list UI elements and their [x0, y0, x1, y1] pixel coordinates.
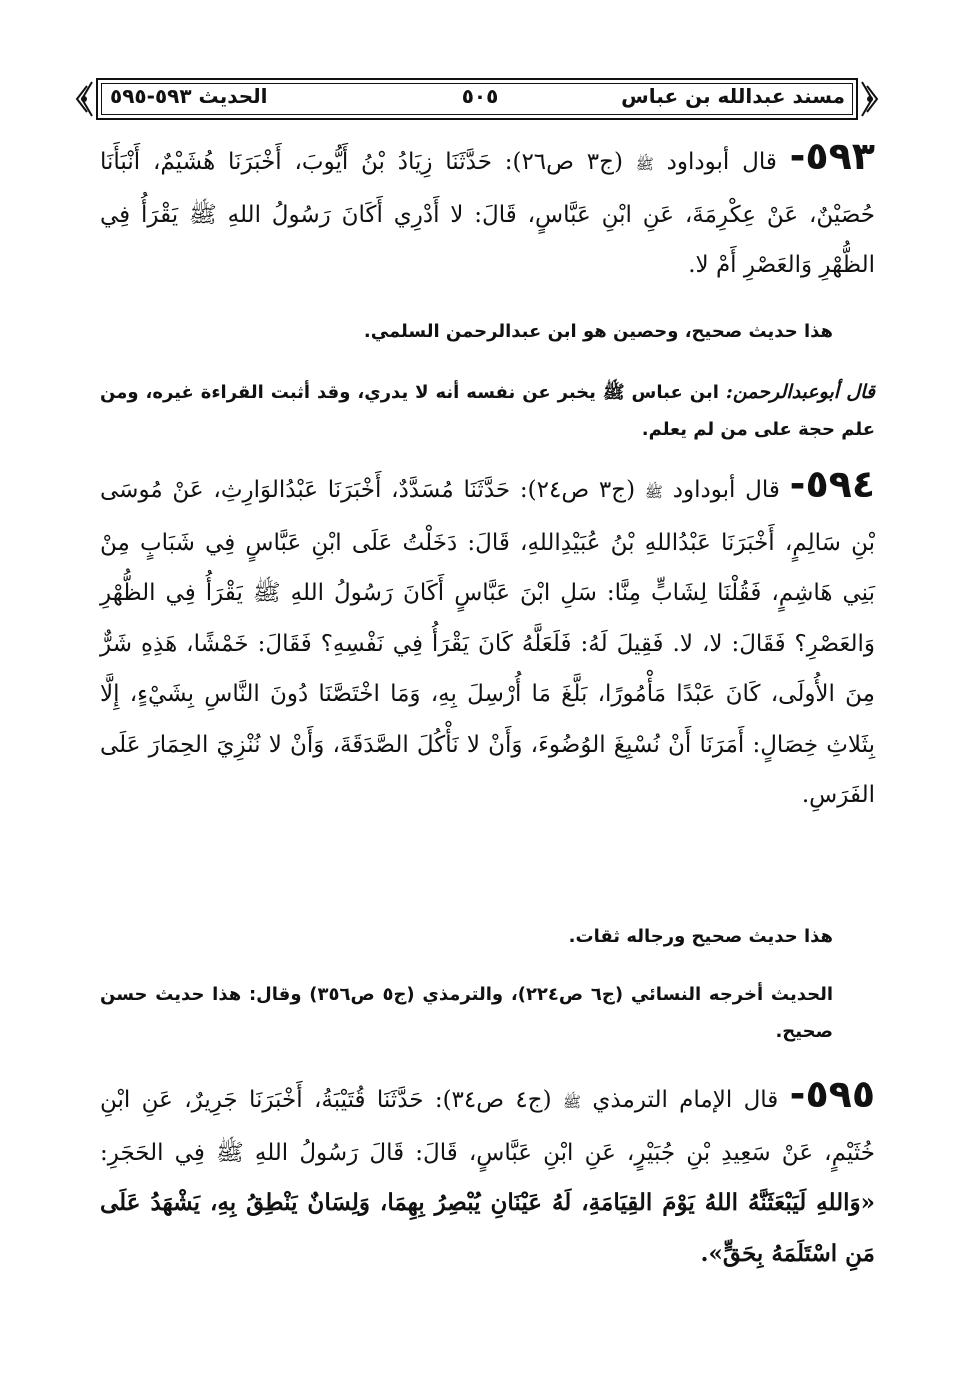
honorific: ﷺ: [644, 483, 663, 501]
grade-594: هذا حديث صحيح ورجاله ثقات.: [568, 926, 833, 947]
hadith-text: (ج٣ ص٢٦): حَدَّثَنَا زِيَادُ بْنُ أَيُّوبَ، أَخْبَرَنَا هُشَيْمٌ، أَنْبَأَنَا حُصَيْنٌ، عَنْ عِكْرِمَةَ، عَنِ ابْنِ عَبَّاسٍ، قَالَ: لا أَدْرِي أَكَانَ رَسُولُ اللهِ ﷺ يَقْرَأُ فِي الظُّهْرِ وَالعَصْرِ أَمْ لا.: [100, 149, 875, 278]
hadith-text: (ج٣ ص٢٤): حَدَّثَنَا مُسَدَّدٌ، أَخْبَرَنَا عَبْدُالوَارِثِ، عَنْ مُوسَى بْنِ سَالِمٍ، أَخْبَرَنَا عَبْدُاللهِ بْنُ عُبَيْدِاللهِ، قَالَ: دَخَلْتُ عَلَى ابْنِ عَبَّاسٍ فِي شَبَابٍ مِنْ بَنِي هَاشِمٍ، فَقُلْنَا لِشَابٍّ مِنَّا: سَلِ ابْنَ عَبَّاسٍ أَكَانَ رَسُولُ اللهِ ﷺ يَقْرَأُ فِي الظُّهْرِ وَالعَصْرِ؟ فَقَالَ: لا، لا. فَقِيلَ لَهُ: فَلَعَلَّهُ كَانَ يَقْرَأُ فِي نَفْسِهِ؟ فَقَالَ: خَمْشًا، هَذِهِ شَرٌّ مِنَ الأُولَى، كَانَ عَبْدًا مَأْمُورًا، بَلَّغَ مَا أُرْسِلَ بِهِ، وَمَا اخْتَصَّنَا دُونَ النَّاسِ بِشَيْءٍ، إِلَّا بِثَلاثِ خِصَالٍ: أَمَرَنَا أَنْ نُسْبِغَ الوُضُوءَ، وَأَنْ لا نَأْكُلَ الصَّدَقَةَ، وَأَنْ لا نُنْزِيَ الحِمَارَ عَلَى الفَرَسِ.: [100, 477, 875, 808]
note-593: [100, 374, 875, 448]
ornament-right-icon: [860, 80, 880, 118]
hadith-number: ٥٩٣-: [789, 134, 876, 178]
note-lead: قال أبوعبدالرحمن:: [725, 381, 875, 403]
honorific: ﷺ: [562, 1093, 582, 1111]
note-text: ابن عباس ﷺ يخبر عن نفسه أنه لا يدري، وقد أثبت القراءة غيره، ومن علم حجة على من لم يعلم.: [100, 382, 875, 440]
hadith-text: (ج٤ ص٣٤): حَدَّثَنَا قُتَيْبَةُ، أَخْبَرَنَا جَرِيرٌ، عَنِ ابْنِ خُثَيْمٍ، عَنْ سَعِيدِ بْنِ جُبَيْرٍ، عَنِ ابْنِ عَبَّاسٍ، قَالَ: قَالَ رَسُولُ اللهِ ﷺ فِي الحَجَرِ:: [100, 1087, 875, 1166]
ornament-left-icon: [74, 80, 94, 118]
hadith-range: الحديث ٥٩٣-٥٩٥: [110, 84, 268, 108]
running-title: مسند عبدالله بن عباس: [621, 84, 845, 108]
hadith-intro: قال الإمام الترمذي: [592, 1087, 779, 1113]
page-number: ٥٠٥: [461, 84, 499, 108]
hadith-intro: قال أبوداود: [672, 477, 780, 503]
prophetic-quote: «وَاللهِ لَيَبْعَثَنَّهُ اللهُ يَوْمَ القِيَامَةِ، لَهُ عَيْنَانِ يُبْصِرُ بِهِمَا، وَلِسَانٌ يَنْطِقُ بِهِ، يَشْهَدُ عَلَى مَنِ اسْتَلَمَهُ بِحَقٍّ».: [100, 1189, 875, 1267]
hadith-594: [100, 464, 875, 821]
hadith-number: ٥٩٤-: [789, 462, 876, 506]
takhrij-594: الحديث أخرجه النسائي (ج٦ ص٢٢٤)، والترمذي (ج٥ ص٣٥٦) وقال: هذا حديث حسن صحيح.: [100, 984, 833, 1042]
hadith-intro: قال أبوداود: [666, 149, 777, 175]
hadith-number: ٥٩٥-: [789, 1072, 876, 1116]
grade-593: هذا حديث صحيح، وحصين هو ابن عبدالرحمن السلمي.: [363, 321, 833, 342]
honorific: ﷺ: [635, 155, 654, 173]
hadith-593: [100, 136, 875, 291]
hadith-595: [100, 1074, 875, 1279]
